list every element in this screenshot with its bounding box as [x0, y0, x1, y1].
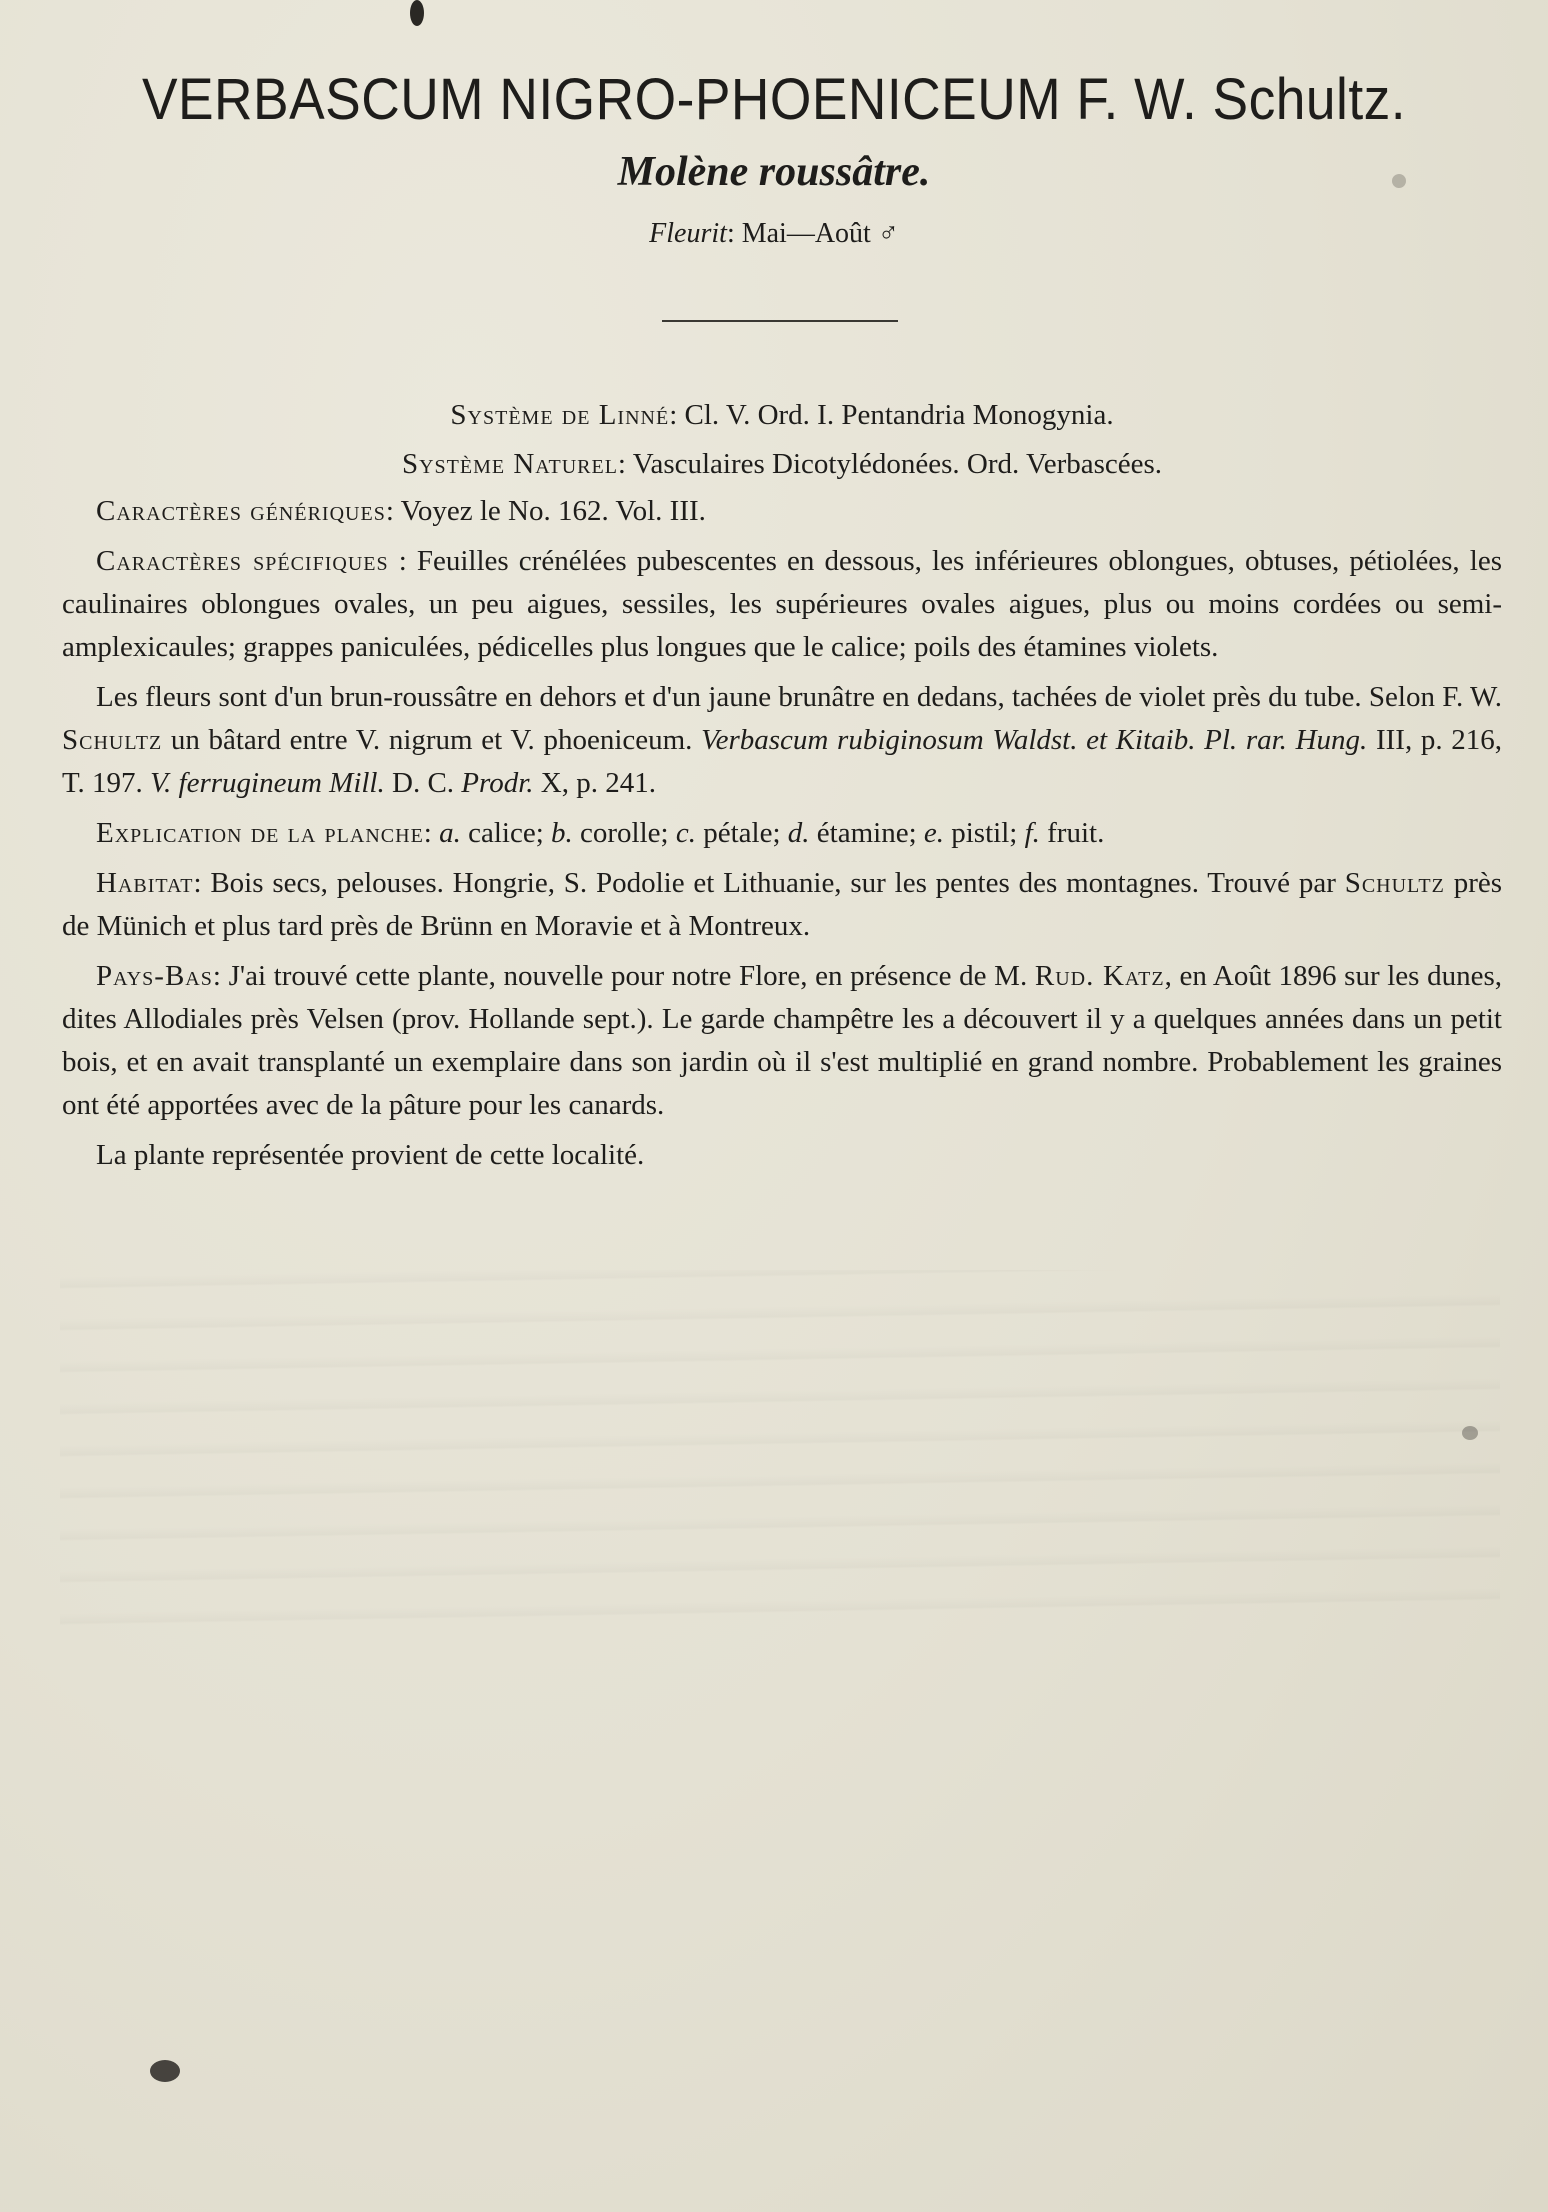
flowering-colon: : [726, 218, 742, 249]
reference-dc: D. C. [392, 767, 455, 799]
systeme-naturel-line: Système Naturel: Vasculaires Dicotylédonées. Ord. Verbascées. [401, 448, 1163, 480]
plate-item-d: étamine; [816, 817, 917, 849]
closing-paragraph: La plante représentée provient de cette localité. [96, 1139, 645, 1171]
plate-item-c: pétale; [703, 817, 781, 849]
flowering-line [0, 218, 1548, 250]
biennial-symbol: ♂ [877, 218, 899, 249]
synonym-rubiginosum: Verbascum rubiginosum Waldst. et Kitaib. Pl. rar. Hung. [701, 724, 1368, 756]
flowering-label: Fleurit [649, 218, 727, 249]
description-paragraph [62, 676, 1502, 805]
caracteres-specifiques-paragraph: Caractères spécifiques : Feuilles crénélées pubescentes en dessous, les inférieures oblongues, obtuses, pétiolées, les caulinaires oblongues ovales, un peu aigues, sessiles, les supérieures ovales aigues, plus ou moins cordées ou semi-amplexicaules; grappes paniculées, pédicelles plus longues que le calice; poils des étamines violets. [62, 545, 1502, 663]
caracteres-generiques-paragraph: Caractères génériques: Voyez le No. 162. Vol. III. [96, 495, 706, 527]
systeme-linne-label: Système de Linné [450, 399, 670, 431]
reference-rubiginosum: III, p. 216, T. 197. [62, 724, 1503, 799]
pays-bas-label: Pays-Bas [96, 960, 213, 992]
synonym-ferrugineum: V. ferrugineum Mill. [150, 767, 385, 799]
plate-item-f: fruit. [1047, 817, 1105, 849]
systeme-naturel-label: Système Naturel [401, 448, 618, 480]
description-part2: un bâtard entre V. nigrum et V. phoeniceum. [170, 724, 693, 756]
caracteres-generiques-label: Caractères génériques [96, 495, 386, 527]
habitat-label: Habitat [96, 867, 194, 899]
explication-paragraph: Explication de la planche: a. calice; b. corolle; c. pétale; d. étamine; e. pistil; f. fruit. [96, 817, 1105, 849]
pays-bas-paragraph: Pays-Bas: J'ai trouvé cette plante, nouvelle pour notre Flore, en présence de M. Rud. Katz, en Août 1896 sur les dunes, dites Allodiales près Velsen (prov. Hollande sept.). Le garde champêtre les a découvert il y a quelques années dans un petit bois, et en avait transplanté un exemplaire dans son jardin où il s'est multiplié en grand nombre. Probablement les graines ont été apportées avec de la pâture pour les canards. [62, 960, 1502, 1121]
habitat-author: Schultz [1344, 867, 1445, 899]
plate-item-a: calice; [468, 817, 544, 849]
caracteres-specifiques-text: Feuilles crénélées pubescentes en dessous, les inférieures oblongues, obtuses, pétiolées, les caulinaires oblongues ovales, un peu aigues, sessiles, les supérieures ovales aigues, plus ou moins cordées ou semi-amplexicaules; grappes paniculées, pédicelles plus longues que le calice; poils des étamines violets. [62, 545, 1502, 663]
habitat-part2: près de Münich et plus tard près de Brünn en Moravie et à Montreux. [62, 867, 1503, 942]
pays-bas-part1: J'ai trouvé cette plante, nouvelle pour notre Flore, en présence de M. [228, 960, 1028, 992]
pays-bas-part2: , en Août 1896 sur les dunes, dites Allodiales près Velsen (prov. Hollande sept.). Le garde champêtre les a découvert il y a quelques années dans un petit bois, et en avait transplanté un exemplaire dans son jardin où il s'est multiplié en grand nombre. Probablement les graines ont été apportées avec de la pâture pour les canards. [62, 960, 1502, 1121]
caracteres-specifiques-label: Caractères spécifiques [96, 545, 389, 577]
ink-speck [410, 0, 424, 26]
plate-letter-b: b. [551, 817, 573, 849]
habitat-paragraph: Habitat: Bois secs, pelouses. Hongrie, S. Podolie et Lithuanie, sur les pentes des montagnes. Trouvé par Schultz près de Münich et plus tard près de Brünn en Moravie et à Montreux. [62, 867, 1503, 942]
plate-letter-d: d. [787, 817, 810, 849]
page-title: VERBASCUM NIGRO-PHOENICEUM F. W. Schultz. [141, 67, 1407, 132]
systeme-linne-text: Cl. V. Ord. I. Pentandria Monogynia. [684, 399, 1114, 431]
systeme-naturel-text: Vasculaires Dicotylédonées. Ord. Verbascées. [632, 448, 1163, 480]
plate-letter-e: e. [923, 817, 944, 849]
plate-letter-a: a. [439, 817, 461, 849]
plate-letter-f: f. [1024, 817, 1040, 849]
explication-label: Explication de la planche [96, 817, 424, 849]
flowering-value: Mai—Août [741, 218, 871, 249]
document-body [62, 394, 1502, 1184]
plate-item-e: pistil; [951, 817, 1018, 849]
description-part1: Les fleurs sont d'un brun-roussâtre en dehors et d'un jaune brunâtre en dedans, tachées de violet près du tube. Selon F. W. [96, 681, 1502, 713]
caracteres-generiques-text: Voyez le No. 162. Vol. III. [400, 495, 706, 527]
plate-item-b: corolle; [580, 817, 669, 849]
reference-volume: X, p. 241. [540, 767, 656, 799]
reference-prodr: Prodr. [461, 767, 534, 799]
title-divider [662, 320, 898, 322]
show-through-texture [60, 1270, 1500, 1630]
pays-bas-person: Rud. Katz [1034, 960, 1165, 992]
plate-letter-c: c. [675, 817, 696, 849]
description-author: Schultz [62, 724, 163, 756]
common-name: Molène roussâtre. [617, 149, 931, 195]
ink-speck [1462, 1426, 1478, 1440]
systeme-linne-line: Système de Linné: Cl. V. Ord. I. Pentandria Monogynia. [450, 399, 1114, 431]
ink-speck [150, 2060, 180, 2082]
habitat-part1: Bois secs, pelouses. Hongrie, S. Podolie et Lithuanie, sur les pentes des montagnes. Trouvé par [210, 867, 1336, 899]
